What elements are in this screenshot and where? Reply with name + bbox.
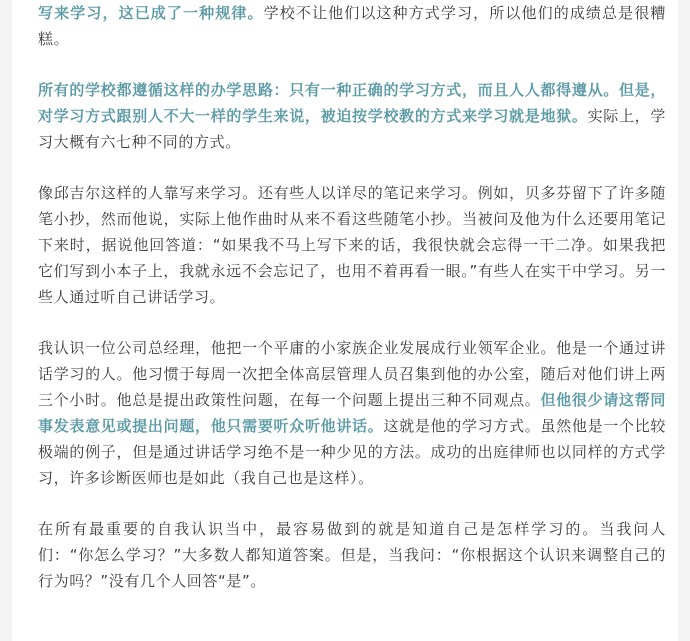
body-text: 像邱吉尔这样的人靠写来学习。还有些人以详尽的笔记来学习。例如，贝多芬留下了许多随笔小抄，然而他说，实际上他作曲时从来不看这些随笔小抄。当被问及他为什么还要用笔记下来时，据说他回答道：“如果我不马上写下来的话，我很快就会忘得一干二净。如果我把它们写到小本子上，我就永远不会忘记了，也用不着再看一眼。”有些人在实干中学习。另一些人通过听自己讲话学习。 <box>38 184 666 306</box>
article-body <box>38 0 666 619</box>
paragraph-5 <box>38 516 666 594</box>
paragraph-1 <box>38 0 666 52</box>
highlighted-text: 但他很少请这帮同事发表意见或提出问题，他只需要听众听他讲话。 <box>38 391 667 435</box>
body-text: 在所有最重要的自我认识当中，最容易做到的就是知道自己是怎样学习的。当我问人们：“你怎么学习？”大多数人都知道答案。但是，当我问：“你根据这个认识来调整自己的行为吗？”没有几个人回答“是”。 <box>38 520 666 590</box>
paragraph-3 <box>38 180 666 310</box>
paragraph-2 <box>38 77 666 155</box>
highlighted-text: 所有的学校都遵循这样的办学思路：只有一种正确的学习方式，而且人人都得遵从。但是，对学习方式跟别人不大一样的学生来说，被迫按学校教的方式来学习就是地狱。 <box>38 81 666 125</box>
body-text: 我认识一位公司总经理，他把一个平庸的小家族企业发展成行业领军企业。他是一个通过讲话学习的人。他习惯于每周一次把全体高层管理人员召集到他的办公室，随后对他们讲上两三个小时。他总是提出政策性问题，在每一个问题上提出三种不同观点。 <box>38 339 666 409</box>
body-text: 实际上，学习大概有六七种不同的方式。 <box>38 107 666 151</box>
article-page <box>12 0 678 641</box>
paragraph-4 <box>38 335 666 491</box>
highlighted-text: 写来学习，这已成了一种规律。 <box>38 4 264 22</box>
body-text: 学校不让他们以这种方式学习，所以他们的成绩总是很糟糕。 <box>38 4 666 48</box>
body-text: 这就是他的学习方式。虽然他是一个比较极端的例子，但是通过讲话学习绝不是一种少见的方法。成功的出庭律师也以同样的方式学习，许多诊断医师也是如此（我自己也是这样）。 <box>38 417 666 487</box>
